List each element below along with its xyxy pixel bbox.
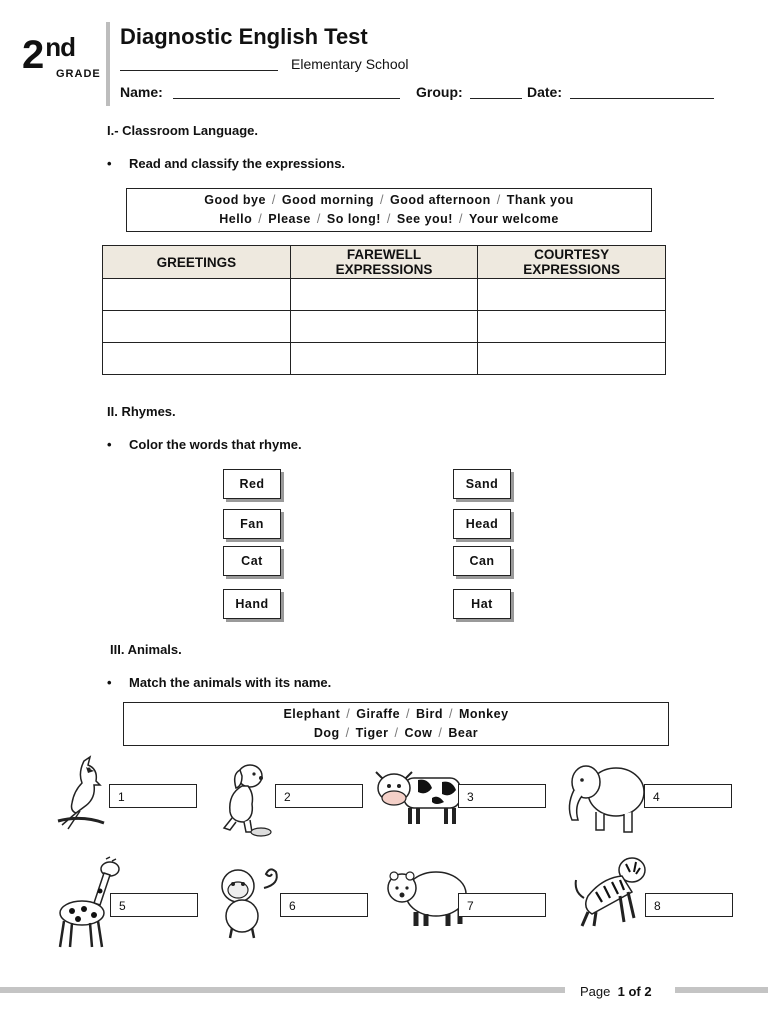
- word-bank-item: Giraffe: [356, 707, 401, 721]
- expressions-word-bank: [126, 188, 652, 232]
- bear-icon: [382, 864, 470, 930]
- monkey-icon: [212, 864, 288, 940]
- table-cell[interactable]: [290, 311, 478, 343]
- animal-answer-box-7[interactable]: 7: [458, 893, 546, 917]
- word-bank-row-1: Elephant / Giraffe / Bird / Monkey: [283, 707, 509, 721]
- rhyme-word-right[interactable]: Hat: [453, 589, 511, 619]
- word-bank-row-1: Good bye / Good morning / Good afternoon / Thank you: [204, 193, 574, 207]
- footer-rule-right: [675, 987, 768, 993]
- section-2-heading: II. Rhymes.: [107, 404, 176, 419]
- table-cell[interactable]: [103, 343, 291, 375]
- name-field[interactable]: [173, 98, 400, 99]
- table-header-row: [103, 246, 666, 279]
- table-cell[interactable]: [478, 343, 666, 375]
- word-bank-item: Tiger: [355, 726, 389, 740]
- group-label: Group:: [416, 84, 463, 100]
- dog-icon: [214, 760, 272, 838]
- footer-rule-left: [0, 987, 565, 993]
- table-row: [103, 311, 666, 343]
- grade-number: 2nd: [22, 32, 76, 77]
- column-header-greetings: GREETINGS: [103, 246, 291, 279]
- animals-word-bank: [123, 702, 669, 746]
- rhyme-word-right[interactable]: Head: [453, 509, 511, 539]
- animal-answer-box-3[interactable]: 3: [458, 784, 546, 808]
- rhyme-word-right[interactable]: Can: [453, 546, 511, 576]
- word-bank-item: Good morning: [281, 193, 374, 207]
- word-bank-item: Cow: [404, 726, 433, 740]
- cow-icon: [372, 764, 466, 830]
- grade-word: GRADE: [56, 68, 101, 80]
- tiger-icon: [572, 852, 654, 930]
- animal-answer-box-6[interactable]: 6: [280, 893, 368, 917]
- table-cell[interactable]: [478, 279, 666, 311]
- group-field[interactable]: [470, 98, 522, 99]
- rhyme-word-left[interactable]: Red: [223, 469, 281, 499]
- header-divider: [106, 22, 110, 106]
- grade-suffix: nd: [45, 32, 76, 62]
- school-name-field[interactable]: [120, 70, 278, 71]
- section-3-instruction: • Match the animals with its name.: [107, 675, 332, 690]
- bird-icon: [54, 755, 110, 831]
- table-cell[interactable]: [290, 343, 478, 375]
- word-bank-item: Bird: [416, 707, 444, 721]
- name-label: Name:: [120, 84, 163, 100]
- column-header-courtesy: COURTESY EXPRESSIONS: [478, 246, 666, 279]
- elephant-icon: [560, 756, 650, 836]
- rhyme-word-left[interactable]: Cat: [223, 546, 281, 576]
- table-cell[interactable]: [290, 279, 478, 311]
- animal-answer-box-4[interactable]: 4: [644, 784, 732, 808]
- table-cell[interactable]: [103, 279, 291, 311]
- word-bank-item: Thank you: [506, 193, 574, 207]
- rhyme-word-left[interactable]: Fan: [223, 509, 281, 539]
- section-1-instruction: • Read and classify the expressions.: [107, 156, 346, 171]
- table-row: [103, 343, 666, 375]
- word-bank-item: So long!: [326, 212, 381, 226]
- word-bank-item: Bear: [448, 726, 479, 740]
- word-bank-item: Dog: [313, 726, 340, 740]
- word-bank-item: Monkey: [459, 707, 509, 721]
- word-bank-item: Your welcome: [468, 212, 559, 226]
- animal-answer-box-8[interactable]: 8: [645, 893, 733, 917]
- page-indicator: Page 1 of 2: [580, 984, 652, 999]
- date-label: Date:: [527, 84, 563, 100]
- word-bank-item: Please: [268, 212, 311, 226]
- table-cell[interactable]: [103, 311, 291, 343]
- word-bank-item: Good bye: [204, 193, 266, 207]
- word-bank-item: Hello: [219, 212, 253, 226]
- word-bank-row-2: Hello / Please / So long! / See you! / Your welcome: [219, 212, 559, 226]
- column-header-farewell: FAREWELL EXPRESSIONS: [290, 246, 478, 279]
- animal-answer-box-5[interactable]: 5: [110, 893, 198, 917]
- word-bank-item: Good afternoon: [389, 193, 491, 207]
- table-row: [103, 279, 666, 311]
- table-cell[interactable]: [478, 311, 666, 343]
- date-field[interactable]: [570, 98, 714, 99]
- classification-table: [102, 245, 666, 375]
- rhyme-word-right[interactable]: Sand: [453, 469, 511, 499]
- animal-answer-box-2[interactable]: 2: [275, 784, 363, 808]
- word-bank-item: See you!: [396, 212, 453, 226]
- section-3-heading: III. Animals.: [110, 642, 182, 657]
- section-1-heading: I.- Classroom Language.: [107, 123, 258, 138]
- school-label: Elementary School: [291, 56, 409, 72]
- section-2-instruction: • Color the words that rhyme.: [107, 437, 302, 452]
- word-bank-row-2: Dog / Tiger / Cow / Bear: [313, 726, 479, 740]
- word-bank-item: Elephant: [283, 707, 341, 721]
- rhyme-word-left[interactable]: Hand: [223, 589, 281, 619]
- animal-answer-box-1[interactable]: 1: [109, 784, 197, 808]
- page-title: Diagnostic English Test: [120, 24, 368, 49]
